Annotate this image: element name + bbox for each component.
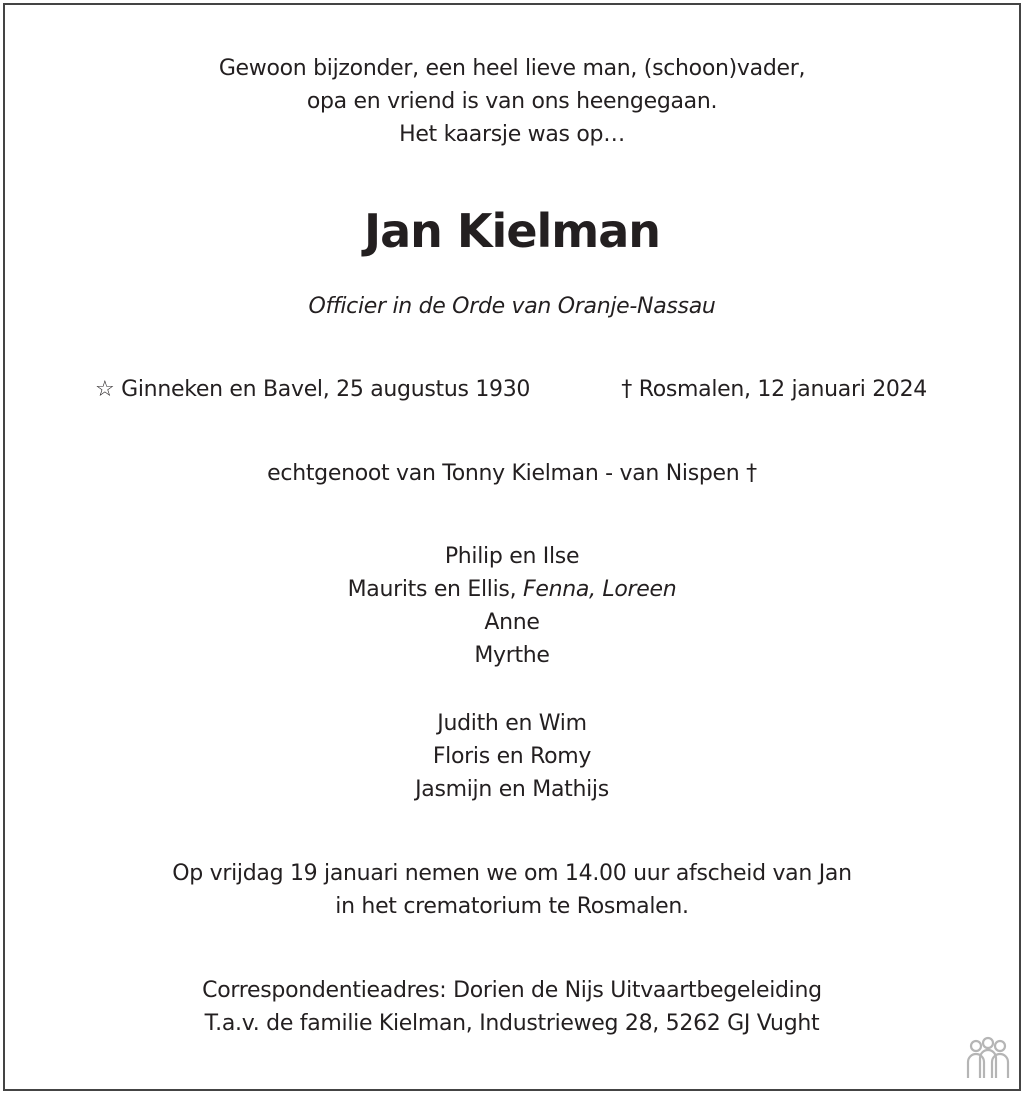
farewell-line-2: in het crematorium te Rosmalen. xyxy=(335,894,689,919)
farewell-line-1: Op vrijdag 19 januari nemen we om 14.00 uur afscheid van Jan xyxy=(172,861,852,886)
family-line: Anne xyxy=(484,610,540,635)
family-line: Myrthe xyxy=(474,643,550,668)
intro-line-3: Het kaarsje was op… xyxy=(399,122,625,147)
spouse-line xyxy=(0,457,1024,490)
family-line xyxy=(0,573,1024,606)
farewell-info xyxy=(0,857,1024,923)
intro-line-2: opa en vriend is van ons heengegaan. xyxy=(306,89,718,114)
family-group-2 xyxy=(0,707,1024,806)
intro-text xyxy=(0,52,1024,151)
deceased-name: Jan Kielman xyxy=(363,204,661,258)
family-group-1 xyxy=(0,540,1024,672)
intro-line-1: Gewoon bijzonder, een heel lieve man, (schoon)vader, xyxy=(218,56,806,81)
spouse-text: echtgenoot van Tonny Kielman - van Nispen † xyxy=(267,461,757,486)
decoration-title: Officier in de Orde van Oranje-Nassau xyxy=(308,294,716,319)
family-line-plain: Maurits en Ellis, xyxy=(347,577,523,602)
family-line: Floris en Romy xyxy=(432,744,592,769)
correspondence-line-1: Correspondentieadres: Dorien de Nijs Uitvaartbegeleiding xyxy=(202,978,822,1003)
family-line: Judith en Wim xyxy=(437,711,587,736)
grandchildren-names: Fenna, Loreen xyxy=(522,577,677,602)
death-info: † Rosmalen, 12 januari 2024 xyxy=(621,377,927,402)
family-line: Philip en Ilse xyxy=(444,544,580,569)
birth-info: ☆ Ginneken en Bavel, 25 augustus 1930 xyxy=(95,377,531,402)
family-people-icon xyxy=(962,1036,1014,1080)
family-line: Jasmijn en Mathijs xyxy=(415,777,609,802)
correspondence-address xyxy=(0,974,1024,1040)
correspondence-line-2: T.a.v. de familie Kielman, Industrieweg 28, 5262 GJ Vught xyxy=(204,1011,820,1036)
